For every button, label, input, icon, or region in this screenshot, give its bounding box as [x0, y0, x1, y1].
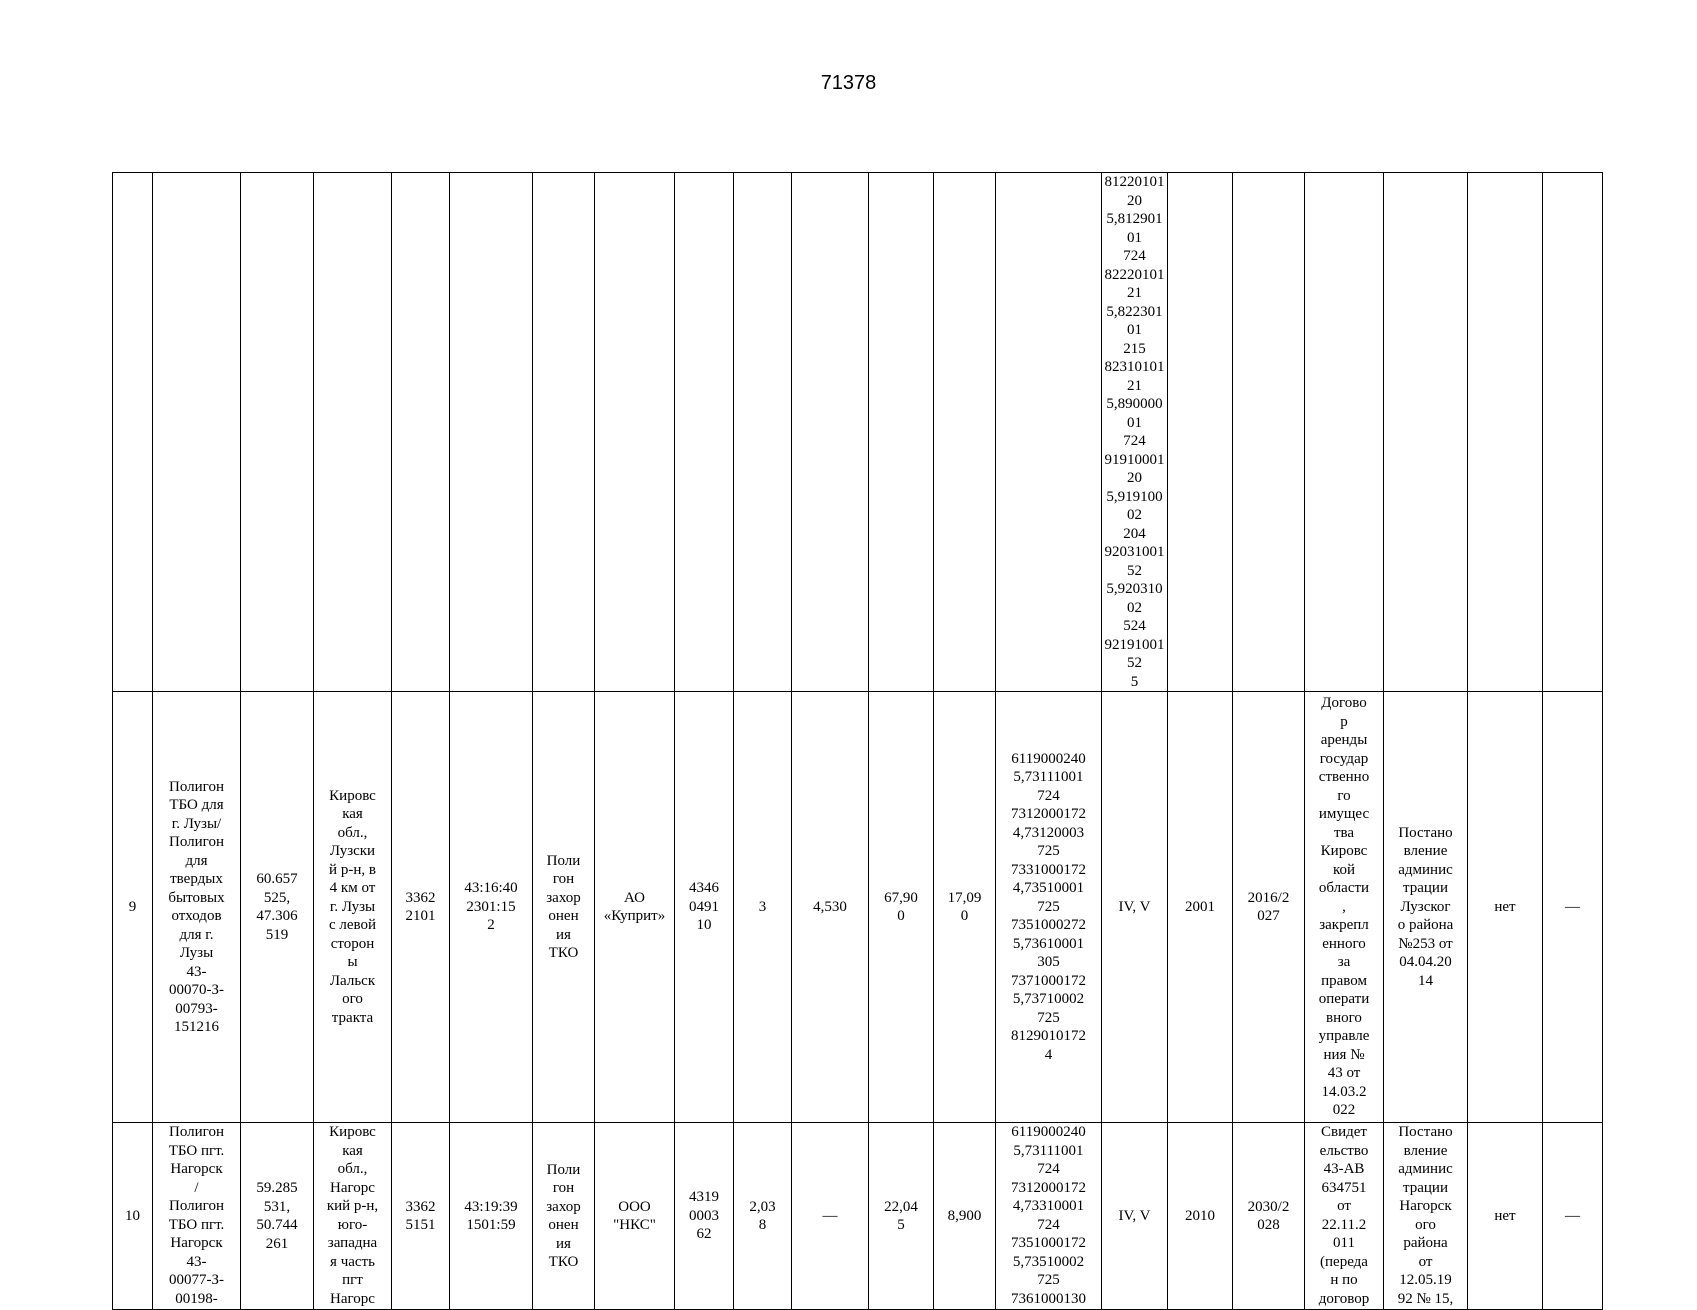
cell-object-name: Полигон ТБО пгт. Нагорск / Полигон ТБО пгт. Нагорск 43- 00077-З- 00198- — [153, 1123, 241, 1310]
cell-object-name: Полигон ТБО для г. Лузы/ Полигон для твердых бытовых отходов для г. Лузы 43- 00070-З- 00793- 151216 — [153, 692, 241, 1123]
cell-inn: 4346 0491 10 — [675, 692, 734, 1123]
cell-monitoring: нет — [1468, 1123, 1543, 1310]
cell-purpose: Поли гон захор онен ия ТКО — [533, 692, 595, 1123]
cell-purpose: Поли гон захор онен ия ТКО — [533, 1123, 595, 1310]
cell-hazard-class: IV, V — [1102, 692, 1168, 1123]
cell-waste-codes — [996, 173, 1102, 692]
table-row — [113, 1123, 1603, 1310]
cell-value-2 — [792, 173, 869, 692]
cell-note: — — [1543, 1123, 1603, 1310]
table-row — [113, 692, 1603, 1123]
cell-note: — — [1543, 692, 1603, 1123]
cell-cadastral-number: 43:16:40 2301:15 2 — [450, 692, 533, 1123]
cell-value-3: 67,90 0 — [869, 692, 934, 1123]
cell-value-2: — — [792, 1123, 869, 1310]
cell-closure-year: 2030/2 028 — [1233, 1123, 1305, 1310]
cell-closure-year — [1233, 173, 1305, 692]
cell-commission-year — [1168, 173, 1233, 692]
cell-monitoring — [1468, 173, 1543, 692]
cell-value-4: 8,900 — [934, 1123, 996, 1310]
cell-operator — [595, 173, 675, 692]
cell-waste-codes: 6119000240 5,73111001 724 7312000172 4,73120003 725 7331000172 4,73510001 725 7351000272 5,73610001 305 7371000172 5,73710002 725 8129010172 4 — [996, 692, 1102, 1123]
cell-value-3: 22,04 5 — [869, 1123, 934, 1310]
cell-operator: ООО "НКС" — [595, 1123, 675, 1310]
cell-cadastral-number: 43:19:39 1501:59 — [450, 1123, 533, 1310]
cell-value-2: 4,530 — [792, 692, 869, 1123]
cell-hazard-class: IV, V — [1102, 1123, 1168, 1310]
cell-hazard-class: 8122010120 5,81290101 724 8222010121 5,82230101 215 8231010121 5,89000001 724 9191000120 5,91910002 204 9203100152 5,92031002 524 9219100152 5 — [1102, 173, 1168, 692]
cell-land-right — [1305, 173, 1384, 692]
cell-resolution — [1384, 173, 1468, 692]
table-row-continuation — [113, 173, 1603, 692]
cell-oktmo: 3362 2101 — [392, 692, 450, 1123]
cell-inn — [675, 173, 734, 692]
cell-inn: 4319 0003 62 — [675, 1123, 734, 1310]
cell-coordinates: 60.657 525, 47.306 519 — [241, 692, 314, 1123]
cell-location: Кировс кая обл., Нагорс кий р-н, юго- западна я часть пгт Нагорс — [314, 1123, 392, 1310]
cell-coordinates — [241, 173, 314, 692]
cell-value-1: 2,03 8 — [734, 1123, 792, 1310]
cell-cadastral-number — [450, 173, 533, 692]
cell-location — [314, 173, 392, 692]
cell-coordinates: 59.285 531, 50.744 261 — [241, 1123, 314, 1310]
cell-value-1: 3 — [734, 692, 792, 1123]
cell-oktmo — [392, 173, 450, 692]
cell-number — [113, 173, 153, 692]
cell-commission-year: 2001 — [1168, 692, 1233, 1123]
cell-waste-codes: 6119000240 5,73111001 724 7312000172 4,73310001 724 7351000172 5,73510002 725 7361000130 — [996, 1123, 1102, 1310]
page-number: 71378 — [820, 72, 877, 94]
cell-number: 10 — [113, 1123, 153, 1310]
cell-number: 9 — [113, 692, 153, 1123]
cell-closure-year: 2016/2 027 — [1233, 692, 1305, 1123]
cell-purpose — [533, 173, 595, 692]
cell-location: Кировс кая обл., Лузски й р-н, в 4 км от г. Лузы с левой сторон ы Лальск ого тракта — [314, 692, 392, 1123]
cell-value-4 — [934, 173, 996, 692]
cell-land-right: Свидет ельство 43-АВ 634751 от 22.11.2 011 (переда н по договор — [1305, 1123, 1384, 1310]
cell-monitoring: нет — [1468, 692, 1543, 1123]
cell-value-1 — [734, 173, 792, 692]
cell-resolution: Постано вление админис трации Нагорск ого района от 12.05.19 92 № 15, — [1384, 1123, 1468, 1310]
cell-note — [1543, 173, 1603, 692]
cell-oktmo: 3362 5151 — [392, 1123, 450, 1310]
cell-operator: АО «Куприт» — [595, 692, 675, 1123]
cell-value-4: 17,09 0 — [934, 692, 996, 1123]
cell-resolution: Постано вление админис трации Лузског о района №253 от 04.04.20 14 — [1384, 692, 1468, 1123]
cell-land-right: Догово р аренды государ ственно го имущес тва Кировс кой области , закрепл енного за правом операти вного управле ния № 43 от 14.03.2 022 — [1305, 692, 1384, 1123]
cell-commission-year: 2010 — [1168, 1123, 1233, 1310]
registry-table — [112, 172, 1603, 1310]
cell-value-3 — [869, 173, 934, 692]
cell-object-name — [153, 173, 241, 692]
